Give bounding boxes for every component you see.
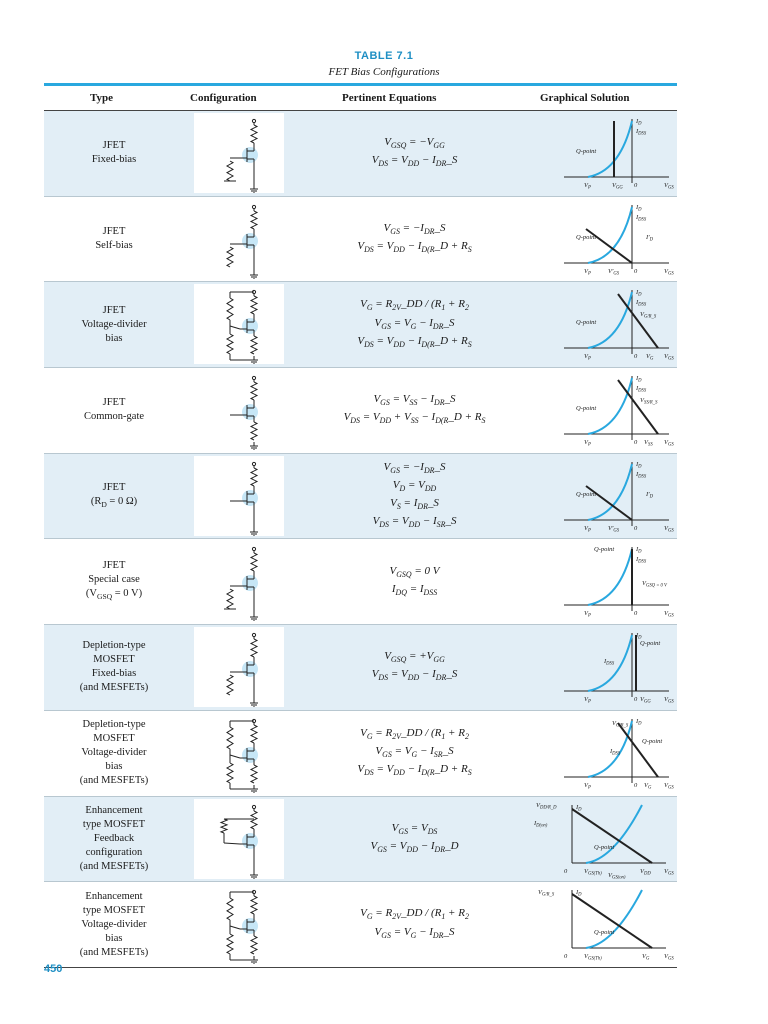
graph-label: 0 — [634, 524, 638, 532]
graph-label: $V_{GS(Th)}$ — [584, 867, 602, 876]
graph-label: 0 — [634, 696, 638, 704]
circuit-schematic — [194, 199, 284, 279]
type-line: Fixed-bias — [91, 668, 137, 680]
table-row — [44, 711, 677, 797]
equation-line: $V_{DS} = V_{DD}$ − $I_{D(R}\_D + R_S$ — [357, 334, 472, 349]
type-line: configuration — [85, 846, 143, 858]
type-line: bias — [105, 932, 123, 944]
cell-type — [44, 625, 184, 710]
page-number: 450 — [44, 963, 63, 975]
graph-label: $V_P$ — [584, 524, 591, 534]
graph-label: $V_P$ — [584, 353, 591, 362]
cell-graphical-solution — [524, 884, 674, 964]
schematic-stroke — [252, 376, 255, 379]
cell-type — [44, 197, 184, 282]
schematic-stroke — [250, 360, 258, 364]
type-line: JFET — [102, 140, 126, 152]
type-line: Depletion-type — [82, 719, 146, 731]
schematic-stroke — [251, 336, 257, 354]
schematic-stroke — [251, 725, 257, 743]
type-line: JFET — [102, 481, 126, 493]
schematic-stroke — [230, 326, 240, 329]
schematic-stroke — [250, 703, 258, 707]
schematic-stroke — [242, 318, 258, 334]
equation-line: $V_{DS} = V_{DD}$ − $I_{DR}\_S$ — [371, 154, 458, 169]
graph-label: $I_{DSS}$ — [636, 385, 647, 394]
cell-type — [44, 454, 184, 539]
schematic-stroke — [227, 675, 233, 695]
cell-equations — [292, 882, 537, 967]
type-line: JFET — [102, 397, 126, 409]
schematic-stroke — [242, 490, 258, 506]
equation-line: $V_{DS} = V_{DD}$ − $I_{DR}\_S$ — [371, 668, 458, 683]
type-line: ($V_{GSQ} = 0$ V) — [85, 588, 143, 602]
schematic-stroke — [242, 404, 258, 420]
graph-label: $I_D$ — [576, 889, 582, 898]
cell-equations — [292, 625, 537, 710]
schematic-stroke — [230, 755, 240, 758]
graph-label: Q-point — [576, 319, 597, 327]
schematic-stroke — [250, 789, 258, 793]
transfer-plot — [524, 799, 674, 879]
cell-graphical-solution — [524, 370, 674, 450]
schematic-stroke — [242, 918, 258, 934]
graph-label: $V_P$ — [584, 439, 591, 448]
circuit-schematic — [194, 627, 284, 707]
equation-line: $I_{DQ} = I_{DSS}$ — [391, 582, 438, 597]
equation-line: $V_{DS} = V_{DD} + V_{SS}$ − $I_{D(R}\_D + R_S$ — [343, 411, 486, 426]
schematic-stroke — [242, 833, 258, 849]
type-line: MOSFET — [93, 654, 135, 666]
graph-label: $I_{DSS}$ — [636, 128, 647, 137]
type-line: (and MESFETs) — [79, 775, 149, 787]
graph-label: Q-point — [576, 148, 597, 155]
graph-label: $I_D$ — [636, 375, 642, 384]
graph-label: 0 — [634, 353, 638, 361]
graph-label: 0 — [634, 610, 638, 618]
graph-label: $V_{GS}$ — [664, 867, 674, 876]
graph-label: $I_D$ — [636, 717, 642, 727]
equation-line: $V_D = V_{DD}$ — [392, 478, 437, 494]
graph-label: $V_P$ — [584, 267, 591, 277]
type-line: Special case — [88, 574, 140, 586]
cell-type — [44, 539, 184, 624]
cell-equations — [292, 282, 537, 367]
schematic-stroke — [251, 125, 257, 143]
circuit-schematic — [194, 713, 284, 793]
graph-label: Q-point — [594, 843, 615, 851]
graph-label: $V_{GS}$ — [664, 267, 674, 277]
cell-type — [44, 282, 184, 367]
graph-label: $V_{GS}$ — [664, 524, 674, 534]
transfer-plot — [524, 627, 674, 707]
graph-label: 0 — [634, 781, 638, 789]
graph-label: $I'_D$ — [646, 233, 653, 243]
type-line: Enhancement — [85, 890, 143, 902]
schematic-stroke — [251, 422, 257, 440]
cell-configuration — [194, 370, 284, 450]
load-line — [572, 809, 652, 863]
col-header-graphical: Graphical Solution — [540, 92, 630, 104]
transfer-plot — [524, 884, 674, 964]
type-line: type MOSFET — [82, 904, 146, 916]
transfer-curve — [588, 549, 632, 605]
graph-label: $V_{G/R\_S}$ — [612, 719, 629, 729]
equation-line: $V_{DS} = V_{DD}$ − $I_{SR}\_S$ — [372, 515, 457, 530]
equation-line: $V_G$ = $R_{2V}\_DD / (R_1 + R_2$ — [360, 726, 469, 742]
graph-label: $I_D$ — [636, 632, 642, 641]
schematic-stroke — [251, 811, 257, 829]
graph-label: $V_G$ — [644, 781, 652, 791]
equation-line: $V_{GSQ} = 0$ V — [389, 564, 440, 579]
equation-line: $V_{GS} = V_{DD}$ − $I_{DR}\_D$ — [370, 839, 459, 855]
equation-line: $V_{GS} = V_{DS}$ — [391, 821, 438, 836]
bias-table — [44, 111, 677, 968]
transfer-plot — [524, 456, 674, 536]
cell-configuration — [194, 884, 284, 964]
graph-label: $V_{GS(Th)}$ — [584, 953, 602, 962]
circuit-schematic — [194, 884, 284, 964]
equation-line: $V_{GS} = V_G$ − $I_{DR}\_S$ — [374, 316, 455, 331]
schematic-stroke — [250, 189, 258, 193]
table-row — [44, 282, 677, 368]
cell-type — [44, 111, 184, 196]
type-line: (and MESFETs) — [79, 682, 149, 694]
cell-equations — [292, 111, 537, 196]
schematic-stroke — [252, 634, 255, 637]
cell-type — [44, 711, 184, 796]
schematic-stroke — [251, 896, 257, 914]
schematic-stroke — [252, 462, 255, 465]
cell-equations — [292, 711, 537, 796]
graph-label: $V_{DD}$ — [640, 867, 651, 876]
type-line: Self-bias — [95, 240, 133, 252]
equation-line: $V_{GS}$ = $-I_{DR}\_S$ — [383, 460, 446, 475]
type-line: Common-gate — [83, 411, 145, 423]
type-line: Feedback — [93, 832, 135, 844]
type-line: Depletion-type — [82, 640, 146, 652]
graph-label: $I_{DSS}$ — [636, 470, 647, 480]
graph-label: $V_P$ — [584, 610, 591, 619]
transfer-plot — [524, 199, 674, 279]
equation-line: $V_{GS} = V_{SS}$ − $I_{DR}\_S$ — [373, 393, 456, 408]
schematic-stroke — [250, 275, 258, 279]
type-line: Voltage-divider — [81, 747, 147, 759]
schematic-stroke — [252, 205, 255, 208]
col-header-type: Type — [90, 92, 114, 104]
equation-line: $V_S$ = $I_{DR}\_S$ — [390, 497, 439, 512]
schematic-stroke — [250, 617, 258, 621]
transfer-plot — [524, 370, 674, 450]
graph-label: 0 — [634, 267, 638, 275]
cell-graphical-solution — [524, 113, 674, 193]
schematic-stroke — [227, 589, 233, 609]
schematic-stroke — [227, 727, 233, 749]
graph-label: 0 — [564, 867, 568, 875]
table-row — [44, 539, 677, 625]
type-line: (and MESFETs) — [79, 860, 149, 872]
graph-label: $I'_D$ — [646, 490, 653, 500]
cell-equations — [292, 539, 537, 624]
table-row — [44, 454, 677, 540]
graph-label: $I_{DSS}$ — [636, 299, 647, 308]
graph-label: Q-point — [576, 233, 597, 241]
graph-label: $V'_{GS}$ — [608, 524, 620, 534]
graph-label: $V_{GS}$ — [664, 696, 674, 705]
graph-label: $I_{DSS}$ — [636, 556, 647, 565]
schematic-stroke — [250, 446, 258, 450]
schematic-stroke — [242, 661, 258, 677]
table-row — [44, 882, 677, 968]
graph-label: $V_P$ — [584, 182, 591, 191]
cell-graphical-solution — [524, 284, 674, 364]
type-line: JFET — [102, 226, 126, 238]
schematic-stroke — [252, 119, 255, 122]
graph-label: 0 — [564, 953, 568, 961]
type-line: JFET — [102, 304, 126, 316]
transfer-plot — [524, 113, 674, 193]
graph-label: Q-point — [594, 546, 615, 554]
schematic-stroke — [227, 298, 233, 320]
schematic-stroke — [227, 934, 233, 954]
cell-equations — [292, 454, 537, 539]
type-line: MOSFET — [93, 733, 135, 745]
graph-label: $V_P$ — [584, 781, 591, 791]
graph-label: $I_D$ — [636, 289, 642, 298]
graph-label: $V_{GS}$ — [664, 781, 674, 791]
schematic-stroke — [227, 247, 233, 267]
schematic-stroke — [251, 553, 257, 571]
cell-equations — [292, 197, 537, 282]
graph-label: 0 — [634, 182, 638, 189]
graph-label: $V_{GS}$ — [664, 182, 674, 191]
cell-type — [44, 368, 184, 453]
type-line: (and MESFETs) — [79, 946, 149, 958]
schematic-stroke — [252, 805, 255, 808]
graph-label: $V_G$ — [642, 953, 650, 962]
graph-label: $V_{GG}$ — [640, 696, 651, 705]
graph-label: $I_{DSS}$ — [604, 658, 615, 667]
equation-line: $V_{GS}$ = $-I_{DR}\_S$ — [383, 221, 446, 237]
equation-line: $V_G$ = $R_{2V}\_DD / (R_1 + R_2$ — [360, 298, 469, 313]
schematic-stroke — [251, 936, 257, 954]
cell-configuration — [194, 799, 284, 879]
schematic-stroke — [251, 296, 257, 314]
cell-graphical-solution — [524, 199, 674, 279]
col-header-configuration: Configuration — [190, 92, 257, 104]
schematic-stroke — [227, 898, 233, 920]
schematic-stroke — [224, 843, 240, 844]
cell-equations — [292, 797, 537, 882]
cell-configuration — [194, 199, 284, 279]
schematic-stroke — [227, 334, 233, 354]
graph-label: $I_D$ — [636, 203, 642, 213]
cell-graphical-solution — [524, 713, 674, 793]
schematic-stroke — [227, 763, 233, 783]
schematic-stroke — [227, 161, 233, 181]
graph-label: $V_{SS}$ — [644, 439, 653, 448]
type-line: bias — [105, 332, 123, 344]
cell-graphical-solution — [524, 627, 674, 707]
circuit-schematic — [194, 799, 284, 879]
graph-label: $V_{GG}$ — [612, 182, 623, 191]
transfer-plot — [524, 284, 674, 364]
schematic-stroke — [242, 575, 258, 591]
equation-line: $V_{GS} = V_G$ − $I_{DR}\_S$ — [374, 925, 455, 940]
schematic-stroke — [251, 765, 257, 783]
type-line: Voltage-divider — [81, 318, 147, 330]
graph-label: $V_G$ — [646, 353, 654, 362]
transfer-curve — [586, 805, 642, 863]
circuit-schematic — [194, 284, 284, 364]
graph-label: $I_D$ — [576, 803, 582, 812]
circuit-schematic — [194, 456, 284, 536]
table-row — [44, 197, 677, 283]
table-row — [44, 368, 677, 454]
graph-label: $V_{GS}$ — [664, 953, 674, 962]
circuit-schematic — [194, 113, 284, 193]
cell-configuration — [194, 541, 284, 621]
cell-configuration — [194, 456, 284, 536]
type-line: JFET — [102, 560, 126, 572]
schematic-stroke — [252, 548, 255, 551]
schematic-stroke — [251, 639, 257, 657]
graph-label: $V_P$ — [584, 696, 591, 705]
equation-line: $V_{GSQ} = -V_{GG}$ — [384, 136, 445, 151]
equation-line: $V_{DS} = V_{DD}$ − $I_{D(R}\_D + R_S$ — [357, 240, 472, 255]
graph-label: Q-point — [576, 405, 597, 413]
graph-label: $V_{GS}$ — [664, 439, 674, 448]
graph-label: $I_D$ — [636, 118, 642, 127]
circuit-schematic — [194, 541, 284, 621]
schematic-stroke — [251, 211, 257, 229]
graph-label: 0 — [634, 439, 638, 447]
cell-type — [44, 882, 184, 967]
equation-line: $V_{GS} = V_G$ − $I_{SR}\_S$ — [375, 745, 454, 760]
table-row — [44, 111, 677, 197]
schematic-stroke — [242, 747, 258, 763]
equation-line: $V_{DS} = V_{DD}$ − $I_{D(R}\_D + R_S$ — [357, 763, 472, 778]
cell-graphical-solution — [524, 456, 674, 536]
type-line: Voltage-divider — [81, 918, 147, 930]
schematic-stroke — [242, 147, 258, 163]
graph-label: $V_{GS}$ — [664, 353, 674, 362]
transfer-plot — [524, 713, 674, 793]
table-caption: FET Bias Configurations — [328, 66, 440, 78]
graph-label: $I_{D(on)}$ — [534, 819, 548, 828]
schematic-stroke — [250, 532, 258, 536]
graph-label: $V_{SS/R\_S}$ — [640, 397, 658, 406]
schematic-stroke — [250, 960, 258, 964]
graph-label: Q-point — [642, 737, 663, 745]
graph-label: $V_{GSQ = 0 V}$ — [642, 580, 667, 589]
column-headers — [44, 86, 677, 110]
graph-label: $V_{GS(on)}$ — [608, 871, 626, 879]
load-line — [618, 723, 658, 777]
schematic-stroke — [251, 468, 257, 486]
equation-line: $V_G$ = $R_{2V}\_DD / (R_1 + R_2$ — [360, 907, 469, 922]
cell-equations — [292, 368, 537, 453]
type-line: Fixed-bias — [91, 154, 137, 166]
graph-label: $V_{DD/R\_D}$ — [536, 801, 557, 810]
schematic-stroke — [251, 382, 257, 400]
graph-label: Q-point — [594, 929, 615, 937]
type-line: type MOSFET — [82, 818, 146, 830]
graph-label: $V'_{GS}$ — [608, 267, 620, 277]
equation-line: $V_{GSQ} = +V_{GG}$ — [384, 650, 445, 665]
table-label: TABLE 7.1 — [354, 50, 414, 62]
table-row — [44, 797, 677, 883]
type-line: ($R_D = 0$ Ω) — [90, 495, 138, 509]
transfer-curve — [586, 890, 642, 948]
type-line: bias — [105, 761, 123, 773]
cell-configuration — [194, 627, 284, 707]
schematic-stroke — [242, 233, 258, 249]
type-line: Enhancement — [85, 804, 143, 816]
cell-configuration — [194, 113, 284, 193]
graph-label: $I_D$ — [636, 546, 642, 555]
transfer-plot — [524, 541, 674, 621]
cell-configuration — [194, 713, 284, 793]
cell-configuration — [194, 284, 284, 364]
graph-label: $V_{G/R\_S}$ — [538, 889, 555, 898]
cell-graphical-solution — [524, 799, 674, 879]
graph-label: Q-point — [576, 490, 597, 498]
schematic-stroke — [250, 875, 258, 879]
circuit-schematic — [194, 370, 284, 450]
schematic-stroke — [221, 819, 227, 833]
graph-label: $V_{GS}$ — [664, 610, 674, 619]
load-line — [572, 894, 652, 948]
schematic-stroke — [230, 926, 240, 929]
graph-label: Q-point — [640, 640, 661, 648]
table-row — [44, 625, 677, 711]
graph-label: $I_{DSS}$ — [610, 747, 621, 757]
cell-type — [44, 797, 184, 882]
graph-label: $I_D$ — [636, 460, 642, 470]
graph-label: $I_{DSS}$ — [636, 213, 647, 223]
cell-graphical-solution — [524, 541, 674, 621]
col-header-equations: Pertinent Equations — [342, 92, 437, 104]
graph-label: $V_{G/R\_S}$ — [640, 311, 657, 320]
